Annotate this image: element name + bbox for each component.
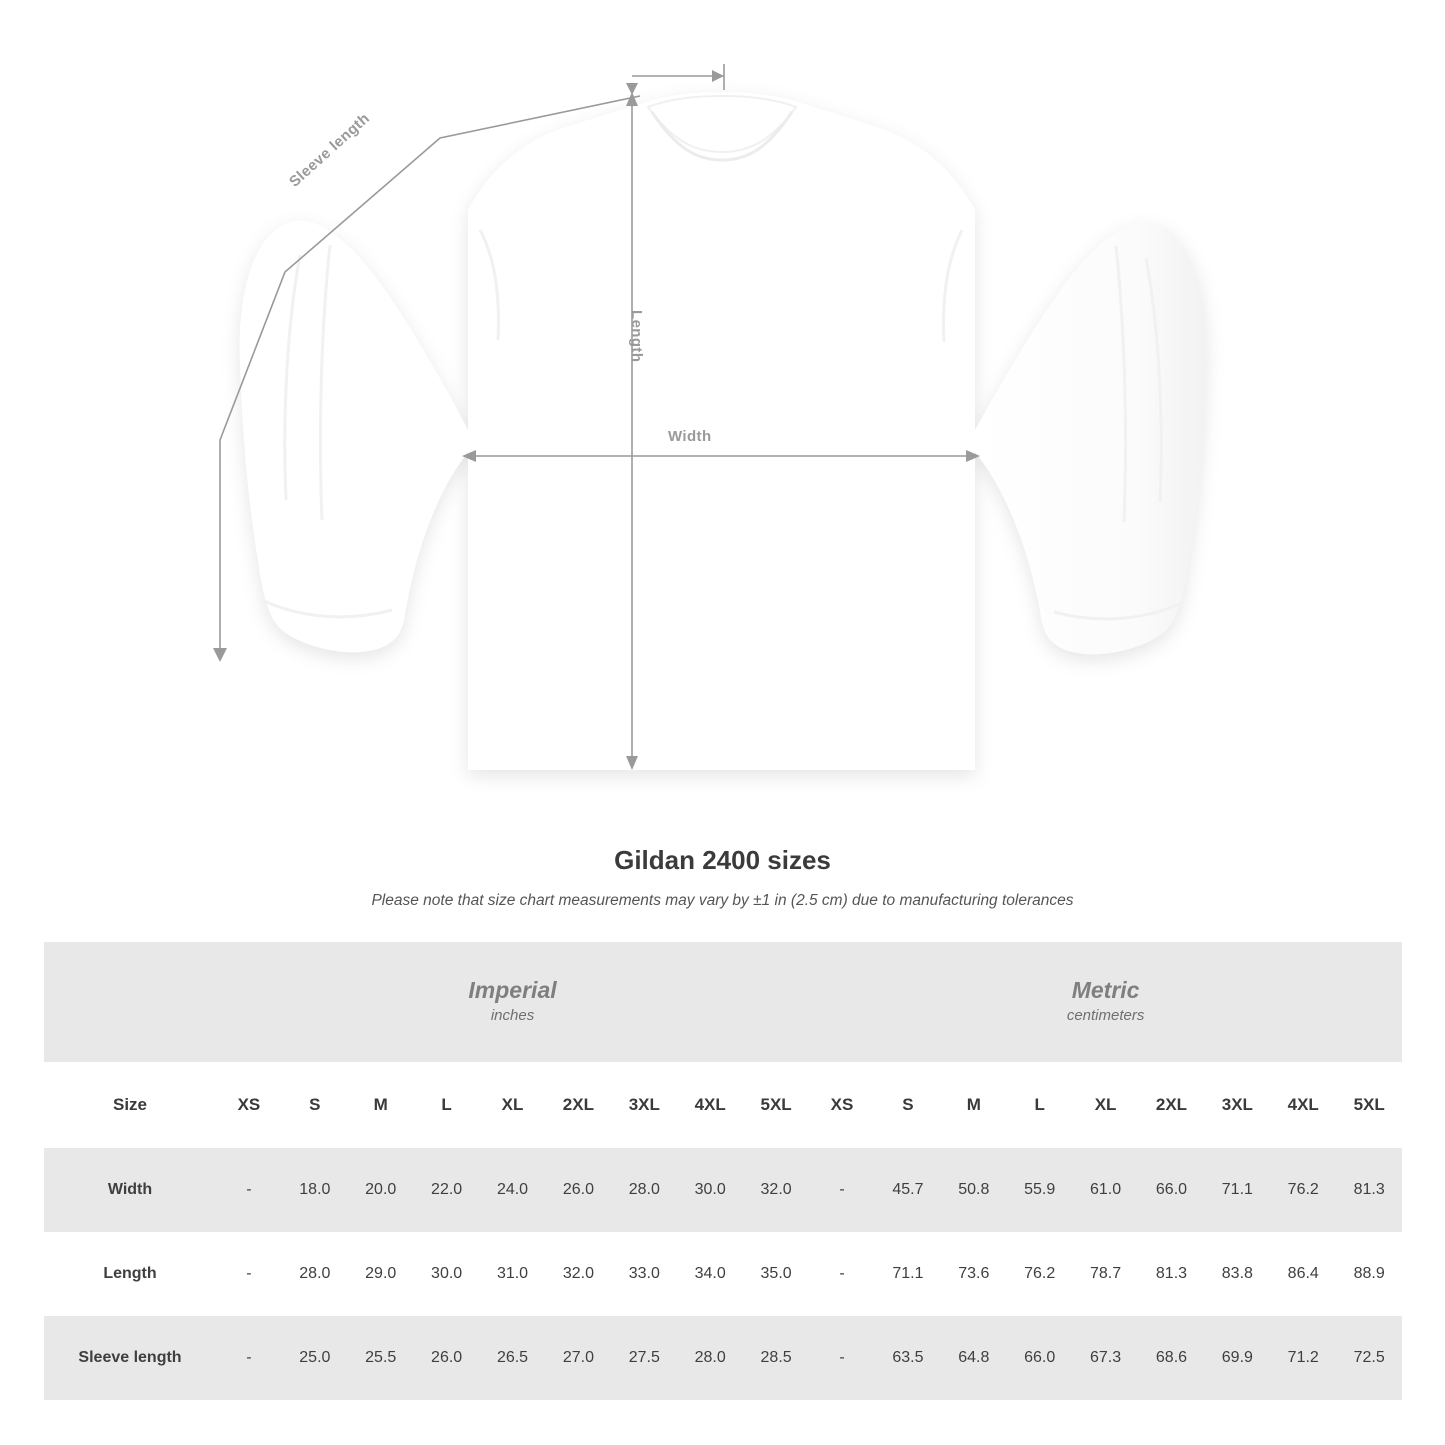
size-header-cell: 2XL <box>545 1062 611 1148</box>
cell: 66.0 <box>1007 1316 1073 1400</box>
size-chart-table <box>44 942 1402 1400</box>
cell: 61.0 <box>1073 1148 1139 1232</box>
cell: 66.0 <box>1139 1148 1205 1232</box>
cell: 72.5 <box>1336 1316 1402 1400</box>
size-table-wrapper <box>44 942 1402 1400</box>
cell: 34.0 <box>677 1232 743 1316</box>
size-header-cell: 5XL <box>743 1062 809 1148</box>
cell: 78.7 <box>1073 1232 1139 1316</box>
width-dimension-label: Width <box>668 428 712 445</box>
cell: - <box>809 1232 875 1316</box>
size-header-label: Size <box>44 1062 216 1148</box>
cell: 28.5 <box>743 1316 809 1400</box>
chart-heading <box>0 845 1445 910</box>
cell: 68.6 <box>1139 1316 1205 1400</box>
cell: 18.0 <box>282 1148 348 1232</box>
cell: 50.8 <box>941 1148 1007 1232</box>
cell: 26.0 <box>545 1148 611 1232</box>
unit-group-imperial-unit: inches <box>490 1007 535 1025</box>
cell: 28.0 <box>282 1232 348 1316</box>
cell: - <box>216 1316 282 1400</box>
size-header-cell: S <box>282 1062 348 1148</box>
table-row <box>44 1316 1402 1400</box>
cell: 27.5 <box>611 1316 677 1400</box>
cell: 26.5 <box>480 1316 546 1400</box>
size-header-cell: 5XL <box>1336 1062 1402 1148</box>
cell: 71.1 <box>875 1232 941 1316</box>
size-header-row <box>44 1062 1402 1148</box>
cell: - <box>809 1148 875 1232</box>
cell: 45.7 <box>875 1148 941 1232</box>
cell: - <box>809 1316 875 1400</box>
size-header-cell: 2XL <box>1139 1062 1205 1148</box>
cell: 63.5 <box>875 1316 941 1400</box>
cell: 88.9 <box>1336 1232 1402 1316</box>
row-label-width: Width <box>44 1148 216 1232</box>
table-row <box>44 1232 1402 1316</box>
length-dimension-label: Length <box>628 310 645 363</box>
size-header-cell: 3XL <box>1204 1062 1270 1148</box>
cell: - <box>216 1148 282 1232</box>
cell: 76.2 <box>1007 1232 1073 1316</box>
cell: 24.0 <box>480 1148 546 1232</box>
size-header-cell: XS <box>216 1062 282 1148</box>
unit-group-metric-system: Metric <box>1071 977 1140 1004</box>
unit-group-metric-unit: centimeters <box>1066 1007 1145 1025</box>
tolerance-note: Please note that size chart measurements may vary by ±1 in (2.5 cm) due to manufacturing tolerances <box>371 892 1074 909</box>
size-header-cell: L <box>414 1062 480 1148</box>
cell: 26.0 <box>414 1316 480 1400</box>
cell: 86.4 <box>1270 1232 1336 1316</box>
cell: 55.9 <box>1007 1148 1073 1232</box>
size-header-cell: 4XL <box>677 1062 743 1148</box>
shirt-shape <box>240 92 1206 770</box>
size-header-cell: 3XL <box>611 1062 677 1148</box>
cell: 32.0 <box>545 1232 611 1316</box>
unit-group-imperial <box>216 942 809 1062</box>
cell: 30.0 <box>677 1148 743 1232</box>
cell: 27.0 <box>545 1316 611 1400</box>
size-header-cell: M <box>348 1062 414 1148</box>
cell: 69.9 <box>1204 1316 1270 1400</box>
cell: 32.0 <box>743 1148 809 1232</box>
size-header-cell: XL <box>1073 1062 1139 1148</box>
size-header-cell: S <box>875 1062 941 1148</box>
cell: 30.0 <box>414 1232 480 1316</box>
cell: 25.5 <box>348 1316 414 1400</box>
unit-group-row <box>44 942 1402 1062</box>
unit-row-spacer <box>44 942 216 1062</box>
cell: 29.0 <box>348 1232 414 1316</box>
cell: 33.0 <box>611 1232 677 1316</box>
cell: 20.0 <box>348 1148 414 1232</box>
cell: 76.2 <box>1270 1148 1336 1232</box>
cell: 22.0 <box>414 1148 480 1232</box>
cell: 28.0 <box>611 1148 677 1232</box>
size-header-cell: XL <box>480 1062 546 1148</box>
cell: 73.6 <box>941 1232 1007 1316</box>
cell: 25.0 <box>282 1316 348 1400</box>
cell: 67.3 <box>1073 1316 1139 1400</box>
cell: 81.3 <box>1336 1148 1402 1232</box>
cell: 31.0 <box>480 1232 546 1316</box>
row-label-length: Length <box>44 1232 216 1316</box>
cell: - <box>216 1232 282 1316</box>
table-row <box>44 1148 1402 1232</box>
unit-group-imperial-system: Imperial <box>468 977 557 1004</box>
cell: 81.3 <box>1139 1232 1205 1316</box>
size-header-cell: M <box>941 1062 1007 1148</box>
cell: 71.1 <box>1204 1148 1270 1232</box>
size-header-cell: L <box>1007 1062 1073 1148</box>
sleeve-length-dimension-label: Sleeve length <box>286 109 374 191</box>
size-header-cell: 4XL <box>1270 1062 1336 1148</box>
cell: 35.0 <box>743 1232 809 1316</box>
cell: 83.8 <box>1204 1232 1270 1316</box>
cell: 28.0 <box>677 1316 743 1400</box>
cell: 64.8 <box>941 1316 1007 1400</box>
row-label-sleeve-length: Sleeve length <box>44 1316 216 1400</box>
unit-group-metric <box>809 942 1402 1062</box>
page-title: Gildan 2400 sizes <box>614 845 831 875</box>
size-header-cell: XS <box>809 1062 875 1148</box>
cell: 71.2 <box>1270 1316 1336 1400</box>
